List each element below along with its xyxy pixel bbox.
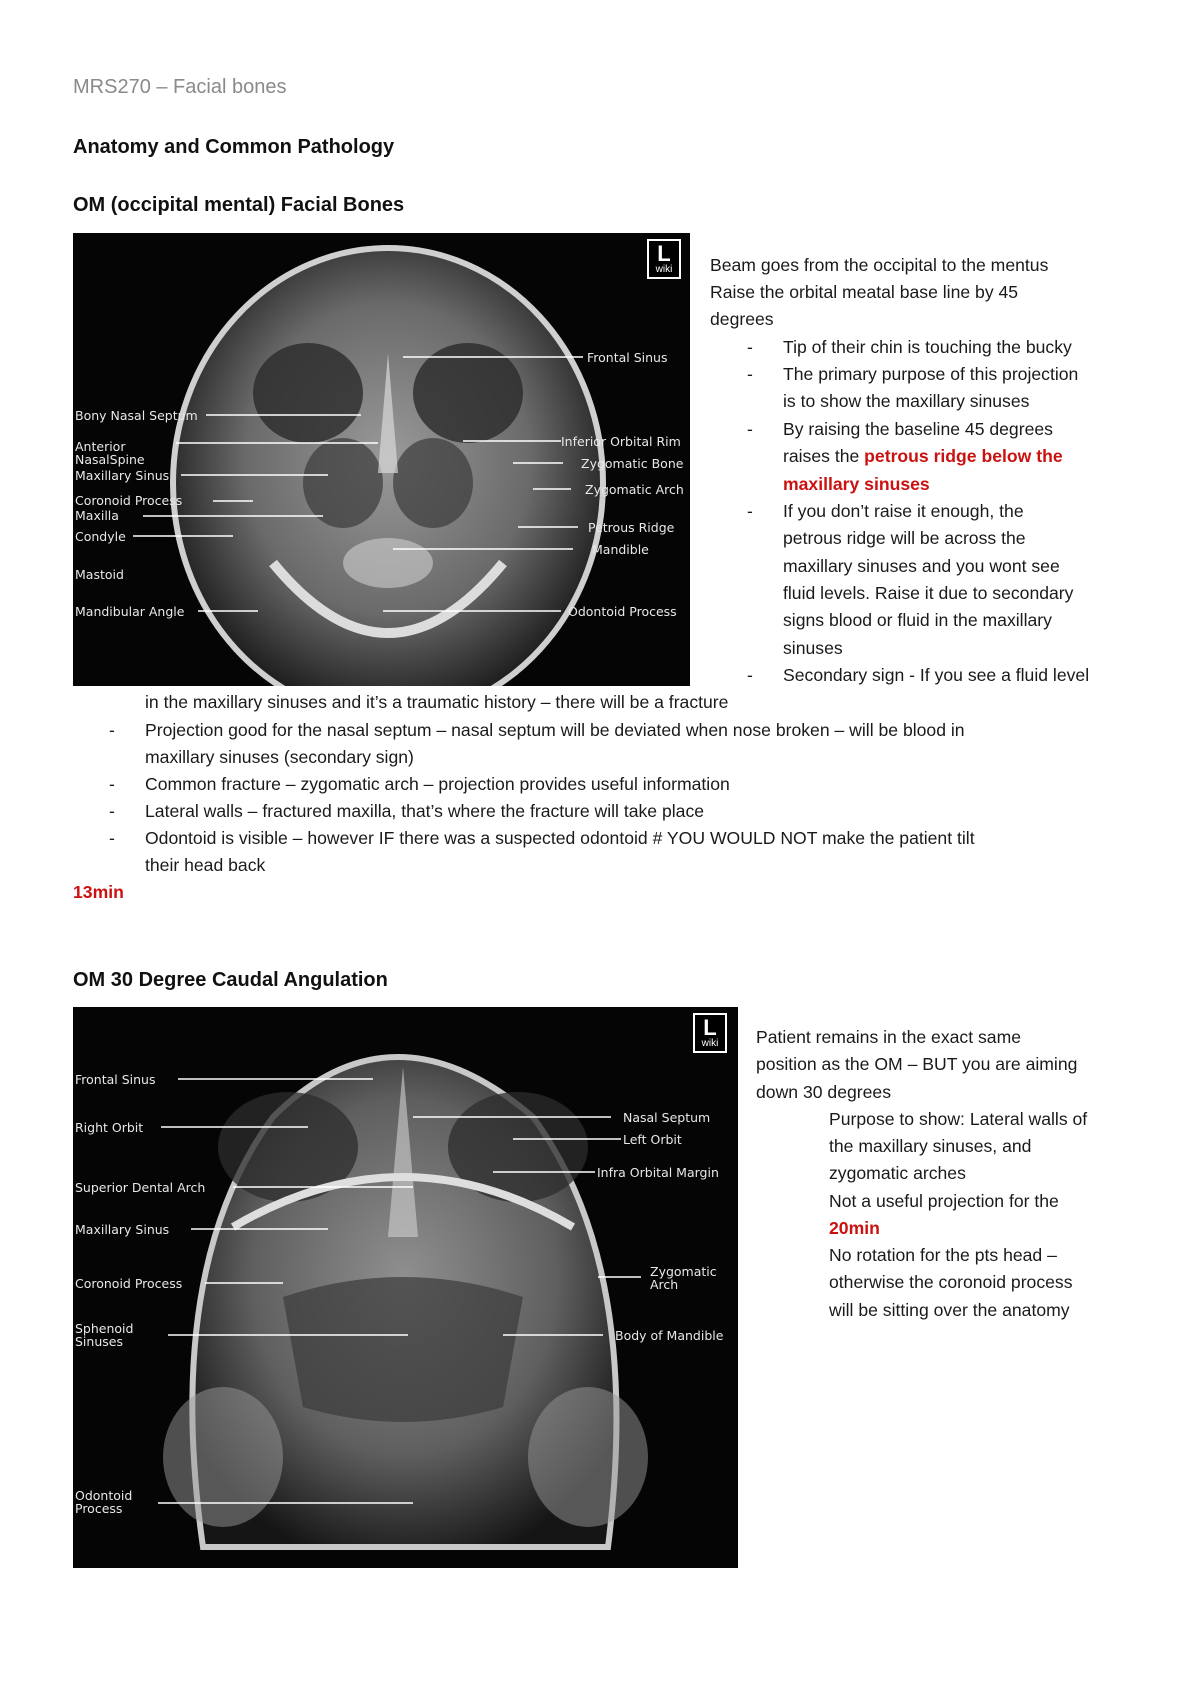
bullet-dash: - <box>109 774 115 794</box>
xray-label: Frontal Sinus <box>75 1072 156 1087</box>
xray-label: Mastoid <box>75 567 124 582</box>
om-intro-line: Raise the orbital meatal base line by 45 <box>710 282 1019 302</box>
om-bullet: The primary purpose of this projection <box>783 364 1079 384</box>
om30-intro-line: down 30 degrees <box>756 1082 891 1102</box>
om30-intro-line: Patient remains in the exact same <box>756 1027 1022 1047</box>
om-xray-image <box>73 233 690 686</box>
om-bullet: signs blood or fluid in the maxillary <box>783 610 1052 630</box>
section1-title: OM (occipital mental) Facial Bones <box>73 194 405 216</box>
xray-label: Maxilla <box>75 508 119 523</box>
om-bullet: Projection good for the nasal septum – nasal septum will be deviated when nose broken – will be blood in <box>145 720 965 740</box>
bullet-dash: - <box>747 419 753 439</box>
xray-label: Maxillary Sinus <box>75 468 170 483</box>
om-bullet: Tip of their chin is touching the bucky <box>783 337 1072 357</box>
heading-anatomy: Anatomy and Common Pathology <box>73 136 395 158</box>
om-bullet: maxillary sinuses and you wont see <box>783 556 1060 576</box>
xray-label: Body of Mandible <box>615 1328 724 1343</box>
om30-text: Not a useful projection for the <box>829 1191 1059 1211</box>
om-bullet: Odontoid is visible – however IF there was a suspected odontoid # YOU WOULD NOT make the patient tilt <box>145 828 975 848</box>
wiki-logo <box>693 1013 727 1053</box>
om30-text: will be sitting over the anatomy <box>829 1300 1070 1320</box>
om-bullet-text: raises the <box>783 446 865 466</box>
xray-label: Mandibular Angle <box>75 604 185 619</box>
xray-label: Zygomatic Arch <box>650 1264 717 1292</box>
xray-label: Mandible <box>592 542 649 557</box>
om30-text: otherwise the coronoid process <box>829 1272 1073 1292</box>
bullet-dash: - <box>109 828 115 848</box>
om30-text: Purpose to show: Lateral walls of <box>829 1109 1088 1129</box>
document-header: MRS270 – Facial bones <box>73 76 287 98</box>
om30-text: the maxillary sinuses, and <box>829 1136 1032 1156</box>
xray-label: Condyle <box>75 529 126 544</box>
xray-label: Left Orbit <box>623 1132 682 1147</box>
bullet-dash: - <box>109 720 115 740</box>
om-bullet: fluid levels. Raise it due to secondary <box>783 583 1074 603</box>
bullet-dash: - <box>747 665 753 685</box>
xray-label: Frontal Sinus <box>587 350 668 365</box>
highlight-maxillary: maxillary sinuses <box>783 474 930 494</box>
om-intro-line: degrees <box>710 309 774 329</box>
bullet-dash: - <box>747 501 753 521</box>
xray-label: Sphenoid Sinuses <box>75 1321 134 1349</box>
om-bullet: maxillary sinuses (secondary sign) <box>145 747 414 767</box>
om-bullet: Common fracture – zygomatic arch – projection provides useful information <box>145 774 730 794</box>
om-bullet <box>783 443 1063 471</box>
xray-label: Nasal Septum <box>623 1110 711 1125</box>
xray-label: Odontoid Process <box>568 604 677 619</box>
xray-label: Zygomatic Arch <box>585 482 684 497</box>
om-bullet: Secondary sign - If you see a fluid level <box>783 665 1090 685</box>
om30-text: zygomatic arches <box>829 1163 966 1183</box>
bullet-dash: - <box>747 364 753 384</box>
om-bullet: petrous ridge will be across the <box>783 528 1026 548</box>
om30-xray-image <box>73 1007 738 1568</box>
section2-title: OM 30 Degree Caudal Angulation <box>73 969 388 991</box>
xray-label: Inferior Orbital Rim <box>561 434 681 449</box>
xray-label: Coronoid Process <box>75 1276 183 1291</box>
om-bullet: in the maxillary sinuses and it’s a traumatic history – there will be a fracture <box>145 692 729 712</box>
wiki-logo-letter: L <box>657 241 671 266</box>
xray-label: Infra Orbital Margin <box>597 1165 719 1180</box>
wiki-logo-text: wiki <box>655 264 673 275</box>
bullet-dash: - <box>109 801 115 821</box>
wiki-logo-letter: L <box>703 1015 717 1040</box>
xray-label: Petrous Ridge <box>588 520 675 535</box>
xray-label: Anterior NasalSpine <box>75 439 145 467</box>
om-bullet: is to show the maxillary sinuses <box>783 391 1030 411</box>
om30-time: 20min <box>829 1218 880 1238</box>
wiki-logo-text: wiki <box>701 1038 719 1049</box>
xray-label: Coronoid Process <box>75 493 183 508</box>
xray-label: Maxillary Sinus <box>75 1222 170 1237</box>
wiki-logo <box>647 239 681 279</box>
xray-label: Odontoid Process <box>75 1488 133 1516</box>
xray-label: Right Orbit <box>75 1120 144 1135</box>
om-bullet: If you don’t raise it enough, the <box>783 501 1024 521</box>
highlight-petrous: petrous ridge below the <box>864 446 1063 466</box>
om-bullet: Lateral walls – fractured maxilla, that’s where the fracture will take place <box>145 801 705 821</box>
om-intro-line: Beam goes from the occipital to the mentus <box>710 255 1049 275</box>
om-bullet: their head back <box>145 855 266 875</box>
om-bullet: sinuses <box>783 638 843 658</box>
bullet-dash: - <box>747 337 753 357</box>
om30-text: No rotation for the pts head – <box>829 1245 1057 1265</box>
xray-label: Superior Dental Arch <box>75 1180 206 1195</box>
om-time: 13min <box>73 882 124 902</box>
xray-label: Bony Nasal Septum <box>75 408 198 423</box>
xray-label: Zygomatic Bone <box>581 456 684 471</box>
om30-intro-line: position as the OM – BUT you are aiming <box>756 1054 1078 1074</box>
om-bullet: By raising the baseline 45 degrees <box>783 419 1053 439</box>
